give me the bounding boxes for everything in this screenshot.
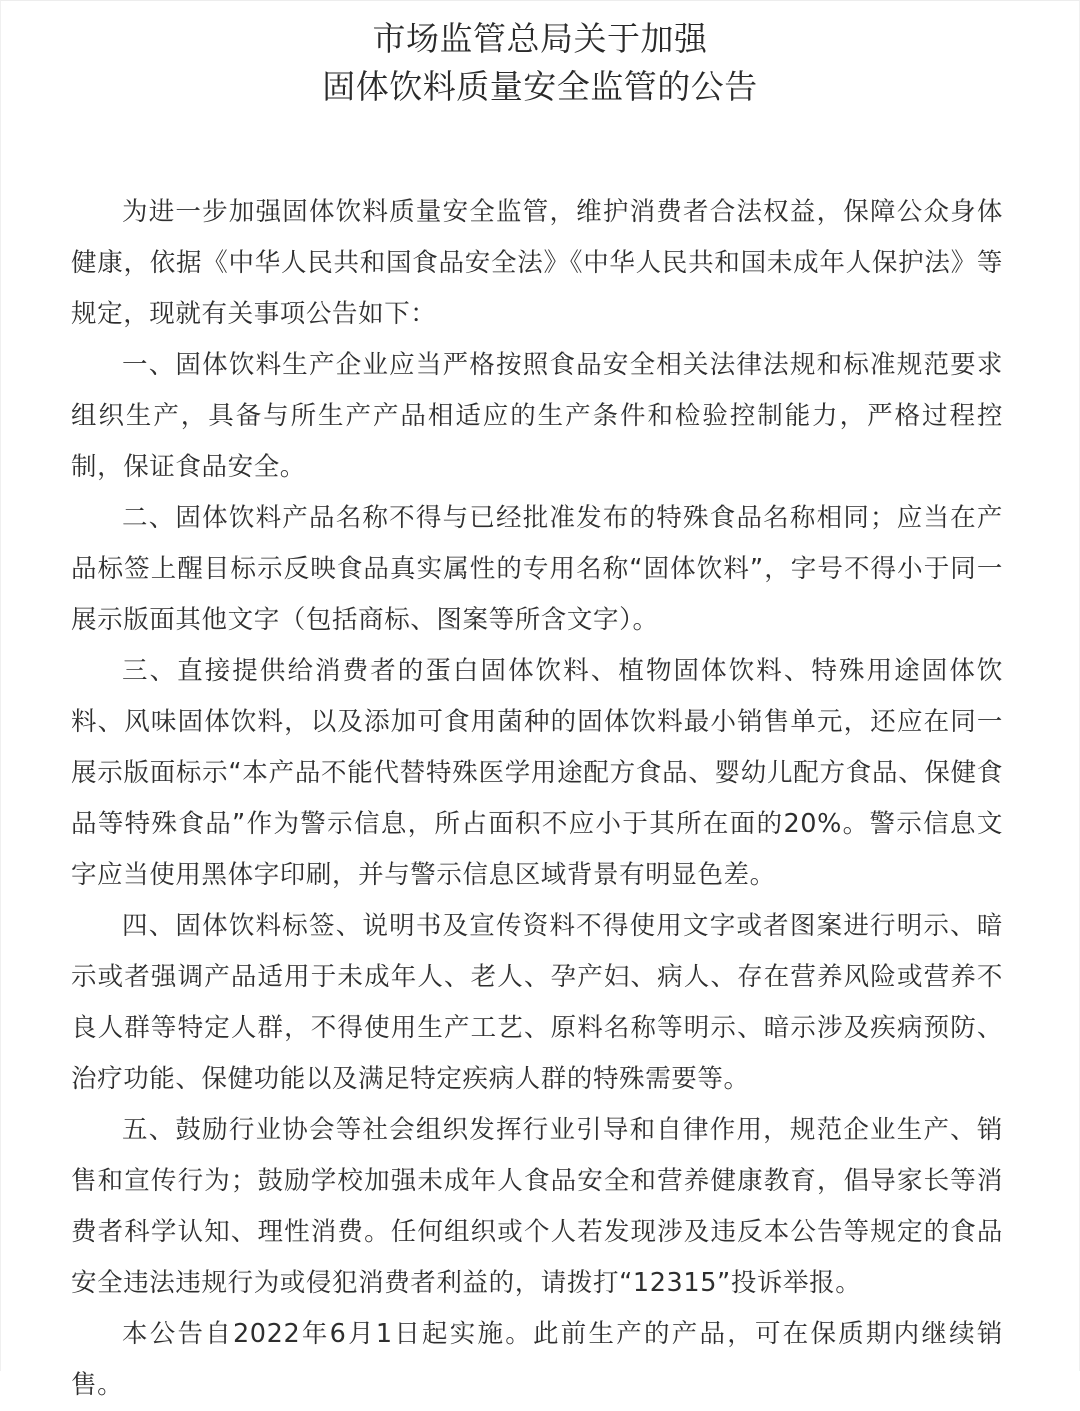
paragraph-item-4: 四、固体饮料标签、说明书及宣传资料不得使用文字或者图案进行明示、暗示或者强调产品适用于未成年人、老人、孕产妇、病人、存在营养风险或营养不良人群等特定人群，不得使用生产工艺、原料名称等明示、暗示涉及疾病预防、治疗功能、保健功能以及满足特定疾病人群的特殊需要等。 (71, 911, 1003, 1094)
paragraph-item-5: 五、鼓励行业协会等社会组织发挥行业引导和自律作用，规范企业生产、销售和宣传行为；鼓励学校加强未成年人食品安全和营养健康教育，倡导家长等消费者科学认知、理性消费。任何组织或个人若发现涉及违反本公告等规定的食品安全违法违规行为或侵犯消费者利益的，请拨打“12315”投诉举报。 (71, 1115, 1003, 1298)
paragraph-item-2: 二、固体饮料产品名称不得与已经批准发布的特殊食品名称相同；应当在产品标签上醒目标示反映食品真实属性的专用名称“固体饮料”，字号不得小于同一展示版面其他文字（包括商标、图案等所含文字）。 (71, 503, 1003, 635)
document-body (71, 187, 1003, 1411)
paragraph-item-1: 一、固体饮料生产企业应当严格按照食品安全相关法律法规和标准规范要求组织生产，具备与所生产产品相适应的生产条件和检验控制能力，严格过程控制，保证食品安全。 (71, 350, 1003, 482)
paragraph-effective-date: 本公告自2022年6月1日起实施。此前生产的产品，可在保质期内继续销售。 (71, 1319, 1003, 1400)
document-title (1, 1, 1079, 111)
title-line-2: 固体饮料质量安全监管的公告 (322, 67, 758, 106)
title-line-1: 市场监管总局关于加强 (372, 19, 708, 58)
paragraph-item-3: 三、直接提供给消费者的蛋白固体饮料、植物固体饮料、特殊用途固体饮料、风味固体饮料，以及添加可食用菌种的固体饮料最小销售单元，还应在同一展示版面标示“本产品不能代替特殊医学用途配方食品、婴幼儿配方食品、保健食品等特殊食品”作为警示信息，所占面积不应小于其所在面的20%。警示信息文字应当使用黑体字印刷，并与警示信息区域背景有明显色差。 (71, 656, 1003, 890)
paragraph-intro: 为进一步加强固体饮料质量安全监管，维护消费者合法权益，保障公众身体健康，依据《中华人民共和国食品安全法》《中华人民共和国未成年人保护法》等规定，现就有关事项公告如下： (71, 197, 1003, 329)
